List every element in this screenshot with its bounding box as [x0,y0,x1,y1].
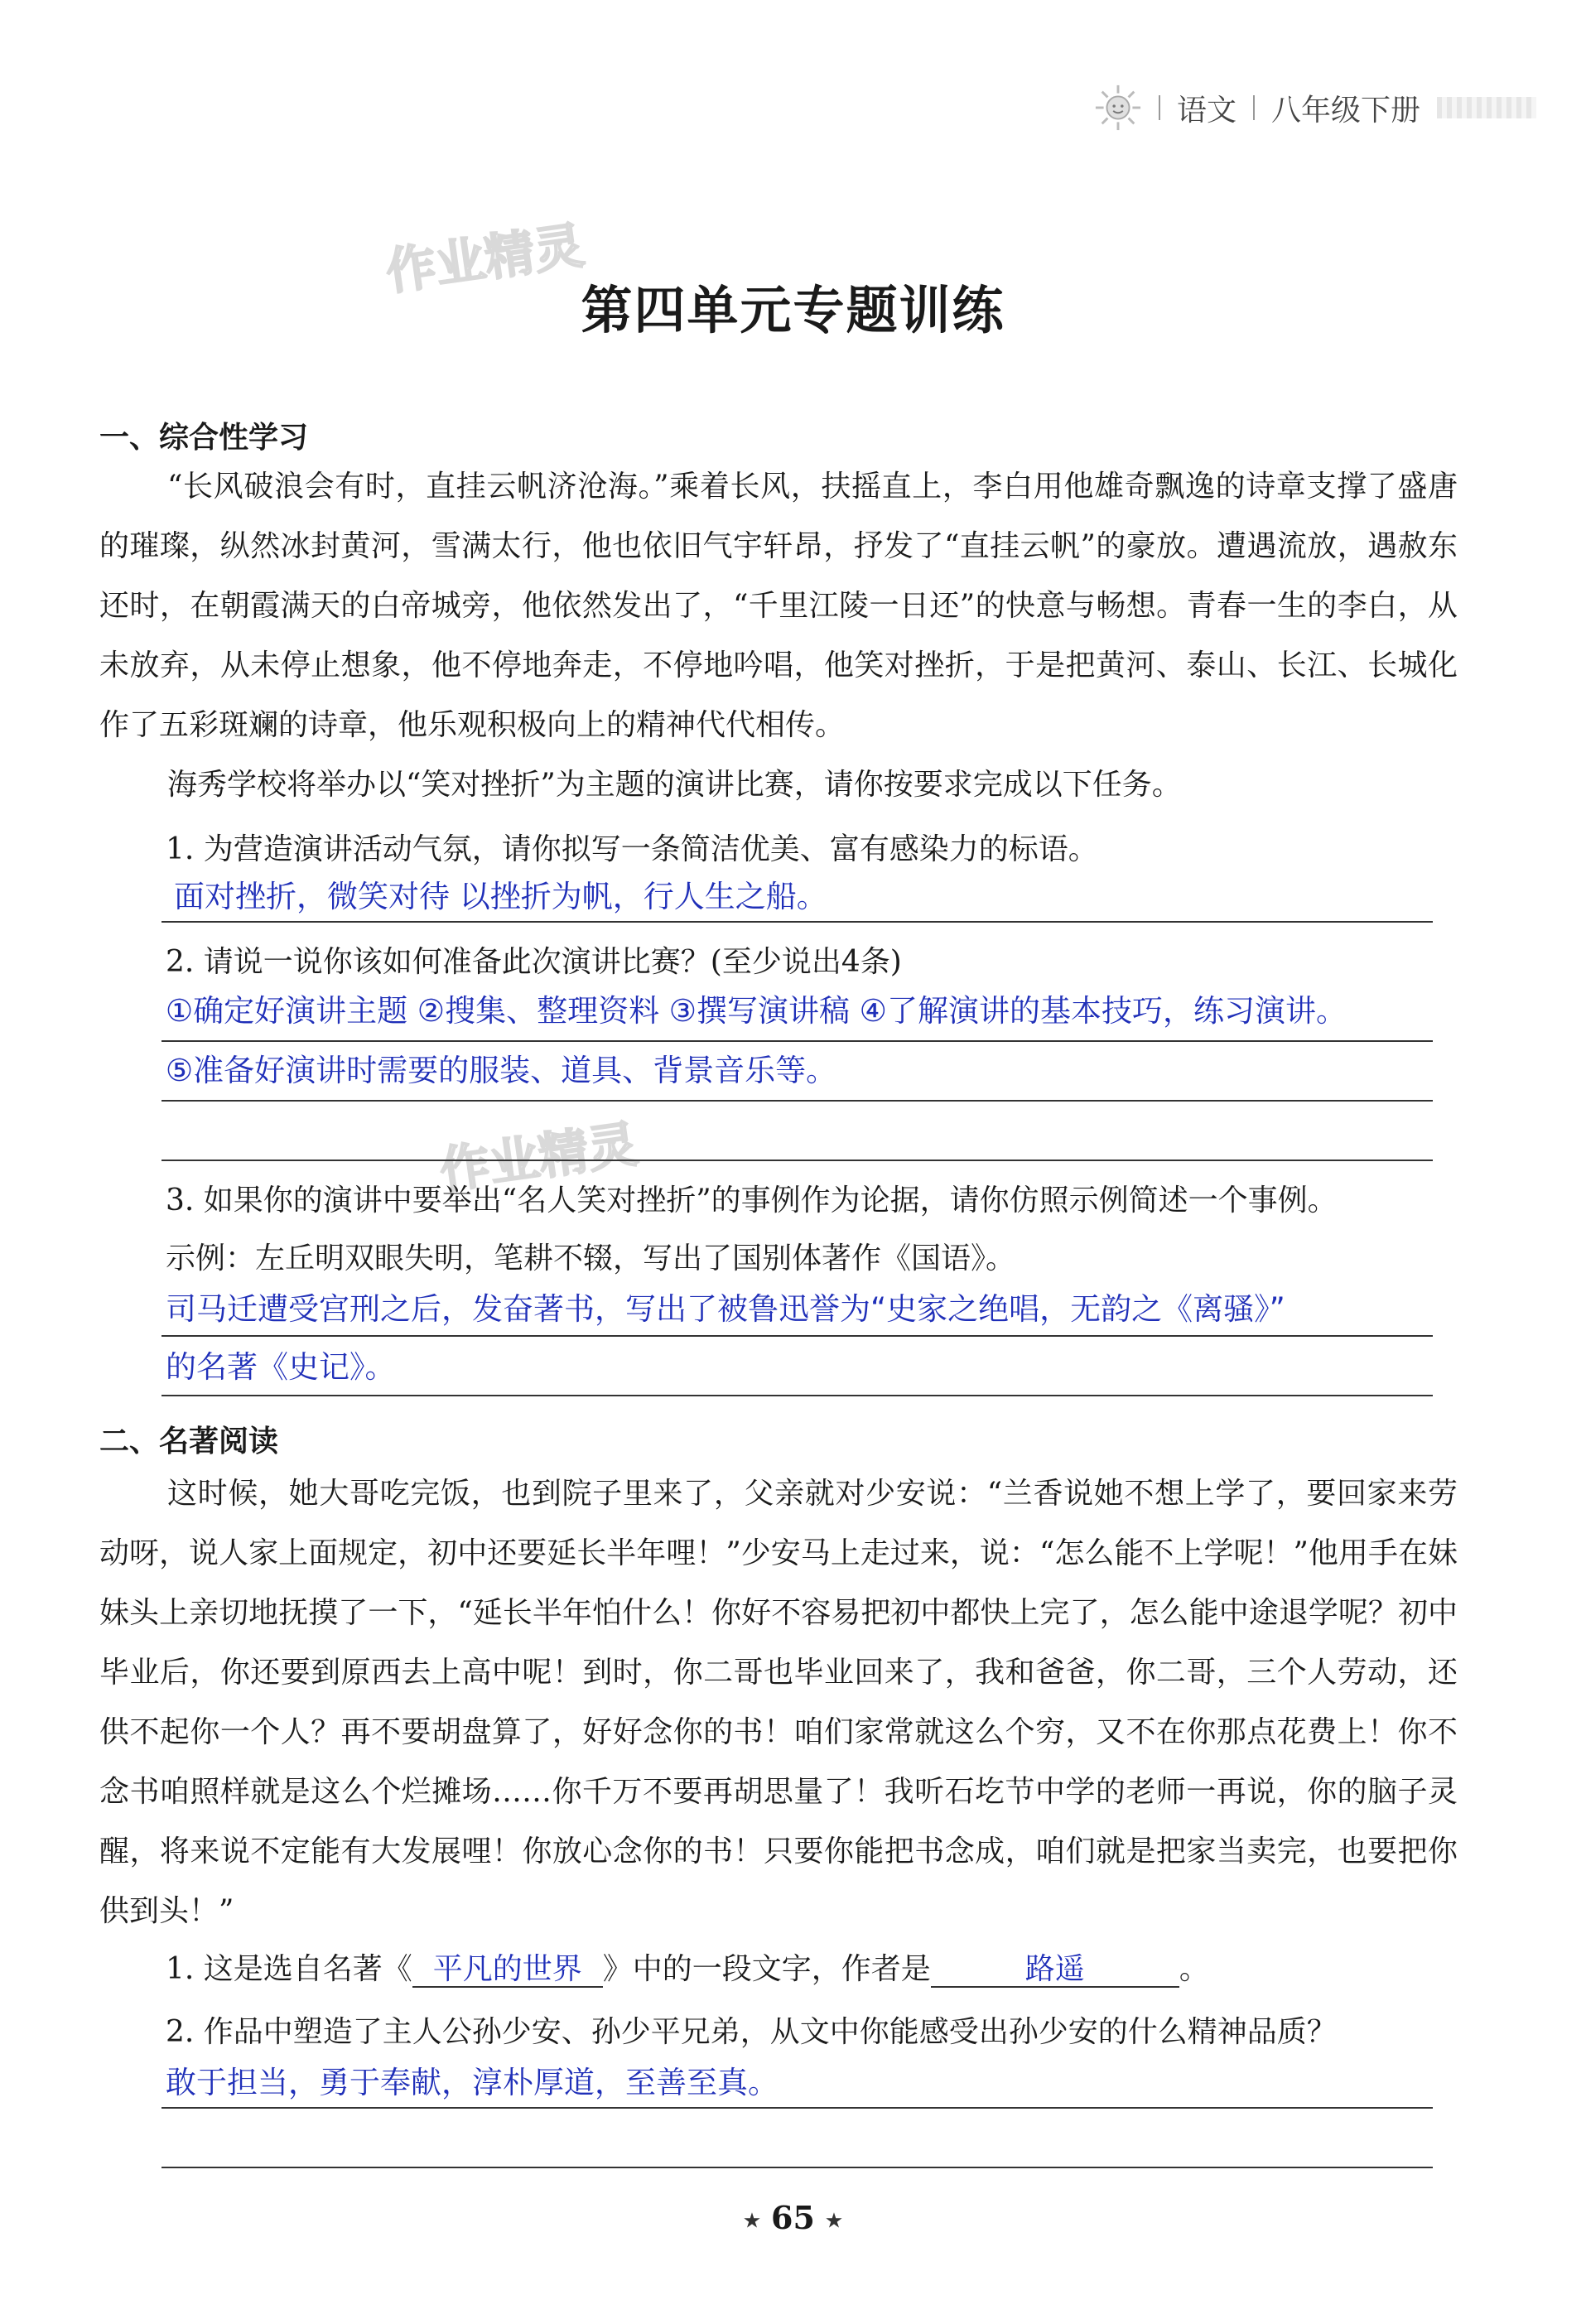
question: 1. 为营造演讲活动气氛，请你拟写一条简洁优美、富有感染力的标语。 [166,832,1098,866]
question-end: 。 [1179,1952,1209,1986]
answer: ⑤准备好演讲时需要的服装、道具、背景音乐等。 [166,1053,837,1088]
header-grade: 八年级下册 [1270,93,1420,128]
answer: 面对挫折，微笑对待 以挫折为帆，行人生之船。 [174,879,827,914]
answer: 司马迁遭受宫刑之后，发奋著书，写出了被鲁迅誉为“史家之绝唱，无韵之《离骚》” [166,1291,1285,1327]
question: 2. 作品中塑造了主人公孙少安、孙少平兄弟，从文中你能感受出孙少安的什么精神品质？ [166,2015,1337,2049]
question-prefix: 1. 这是选自名著《 [166,1952,412,1986]
answer: 敢于担当，勇于奉献，淳朴厚道，至善至真。 [166,2065,779,2100]
answer-line [161,2107,1433,2109]
header-divider [1253,95,1255,120]
answer-line [161,1160,1433,1161]
answer: 的名著《史记》。 [166,1349,396,1385]
answer-line [161,921,1433,923]
question-middle: 》中的一段文字，作者是 [602,1952,931,1986]
answer-line [161,1040,1433,1042]
author-blank: 路遥 [931,1953,1179,1988]
example: 示例：左丘明双眼失明，笔耕不辍，写出了国别体著作《国语》。 [166,1242,1016,1275]
page-number-value: 65 [771,2199,815,2236]
header-subject: 语文 [1176,93,1237,128]
answer-line [161,1100,1433,1102]
sun-icon [1094,84,1142,132]
question: 2. 请说一说你该如何准备此次演讲比赛？(至少说出4条) [166,945,902,979]
watermark: 作业精灵 [436,1115,642,1201]
question: 3. 如果你的演讲中要举出“名人笑对挫折”的事例作为论据，请你仿照示例简述一个事例。 [166,1184,1338,1217]
answer-line [161,1335,1433,1337]
page-number [0,2199,1586,2236]
section2-passage: 这时候，她大哥吃完饭，也到院子里来了，父亲就对少安说：“兰香说她不想上学了，要回家来劳动呀，说人家上面规定，初中还要延长半年哩！”少安马上走过来，说：“怎么能不上学呢！”他用手在妹妹头上亲切地抚摸了一下，“延长半年怕什么！你好不容易把初中都快上完了，怎么能中途退学呢？初中毕业后，你还要到原西去上高中呢！到时，你二哥也毕业回来了，我和爸爸，你二哥，三个人劳动，还供不起你一个人？再不要胡盘算了，好好念你的书！咱们家常就这么个穷，又不在你那点花费上！你不念书咱照样就是这么个烂摊场……你千万不要再胡思量了！我听石圪节中学的老师一再说，你的脑子灵醒，将来说不定能有大发展哩！你放心念你的书！只要你能把书念成，咱们就是把家当卖完，也要把你供到头！” [99,1477,1458,1928]
question [166,1951,1458,1988]
header-divider [1159,95,1160,120]
answer: ①确定好演讲主题 ②搜集、整理资料 ③撰写演讲稿 ④了解演讲的基本技巧，练习演讲。 [166,993,1347,1029]
book-title-blank: 平凡的世界 [412,1953,603,1988]
page-header [1094,83,1536,133]
watermark: 作业精灵 [382,216,588,302]
section1-passage: “长风破浪会有时，直挂云帆济沧海。”乘着长风，扶摇直上，李白用他雄奇飘逸的诗章支撑了盛唐的璀璨，纵然冰封黄河，雪满太行，他也依旧气宇轩昂，抒发了“直挂云帆”的豪放。遭遇流放，遇赦东还时，在朝霞满天的白帝城旁，他依然发出了，“千里江陵一日还”的快意与畅想。青春一生的李白，从未放弃，从未停止想象，他不停地奔走，不停地吟唱，他笑对挫折，于是把黄河、泰山、长江、长城化作了五彩斑斓的诗章，他乐观积极向上的精神代代相传。 [99,470,1458,742]
answer-line [161,1395,1433,1396]
section1-intro: 海秀学校将举办以“笑对挫折”为主题的演讲比赛，请你按要求完成以下任务。 [167,768,1182,802]
answer-line [161,2167,1433,2168]
page-title: 第四单元专题训练 [581,280,1005,340]
star-icon: ★ [826,2210,842,2232]
star-icon: ★ [744,2210,760,2232]
section-heading: 二、名著阅读 [99,1425,279,1459]
header-decoration [1437,97,1536,118]
section-heading: 一、综合性学习 [99,421,309,455]
